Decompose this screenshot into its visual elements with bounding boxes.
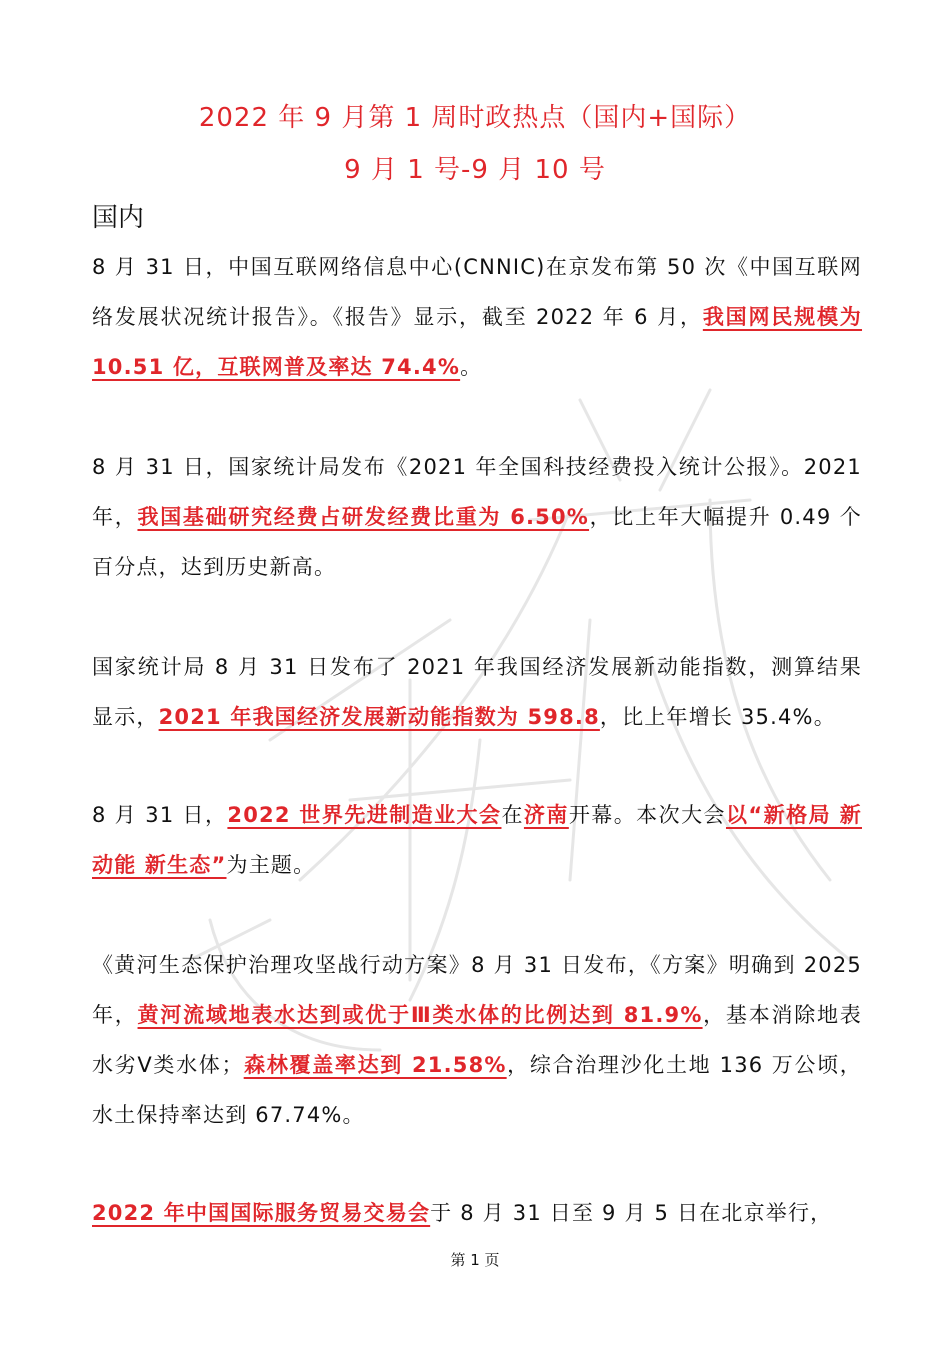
document-title-line2: 9 月 1 号-9 月 10 号 xyxy=(344,155,606,185)
paragraph-text: 为主题。 xyxy=(226,853,316,877)
news-paragraph-3 xyxy=(92,642,862,742)
highlight-text: 济南 xyxy=(523,803,569,827)
paragraph-text: 8 月 31 日，国家统计局发布《2021 年全国科技经费投入统计公报》。2021 年， xyxy=(92,455,862,529)
paragraph-text: 开幕。本次大会 xyxy=(568,803,726,827)
paragraph-text: 《黄河生态保护治理攻坚战行动方案》8 月 31 日发布，《方案》明确到 2025 年， xyxy=(92,953,862,1027)
news-paragraph-6 xyxy=(92,1188,862,1238)
paragraph-text: 8 月 31 日，中国互联网络信息中心(CNNIC)在京发布第 50 次《中国互联网络发展状况统计报告》。《报告》显示，截至 2022 年 6 月， xyxy=(92,255,862,329)
highlight-text: 森林覆盖率达到 21.58% xyxy=(243,1053,507,1077)
document-title-line1: 2022 年 9 月第 1 周时政热点（国内+国际） xyxy=(198,103,752,133)
paragraph-text: 于 8 月 31 日至 9 月 5 日在北京举行， xyxy=(430,1201,833,1225)
paragraph-text: ，综合治理沙化土地 136 万公顷，水土保持率达到 67.74%。 xyxy=(92,1053,862,1127)
paragraph-text: ，比上年大幅提升 0.49 个百分点，达到历史新高。 xyxy=(92,505,862,579)
paragraph-text: 8 月 31 日， xyxy=(92,803,228,827)
news-paragraph-2 xyxy=(92,442,862,592)
news-paragraph-4 xyxy=(92,790,862,890)
paragraph-text: ，比上年增长 35.4%。 xyxy=(599,705,836,729)
paragraph-text: 国家统计局 8 月 31 日发布了 2021 年我国经济发展新动能指数，测算结果显示， xyxy=(92,655,862,729)
highlight-text: 我国网民规模为 10.51 亿，互联网普及率达 74.4% xyxy=(92,305,863,379)
paragraph-text: 在 xyxy=(501,803,524,827)
news-paragraph-1 xyxy=(92,242,862,392)
news-paragraph-5 xyxy=(92,940,862,1140)
paragraph-text: 。 xyxy=(460,355,483,379)
highlight-text: 2022 年中国国际服务贸易交易会 xyxy=(92,1201,431,1225)
highlight-text: 我国基础研究经费占研发经费比重为 6.50% xyxy=(137,505,590,529)
highlight-text: 2021 年我国经济发展新动能指数为 598.8 xyxy=(158,705,600,729)
section-heading-domestic: 国内 xyxy=(92,203,145,233)
highlight-text: 2022 世界先进制造业大会 xyxy=(227,803,502,827)
paragraph-text: ，基本消除地表水劣Ⅴ类水体； xyxy=(92,1003,862,1077)
highlight-text: 以“新格局 新动能 新生态” xyxy=(92,803,862,877)
highlight-text: 黄河流域地表水达到或优于Ⅲ类水体的比例达到 81.9% xyxy=(137,1003,703,1027)
page-number: 第 1 页 xyxy=(450,1251,500,1269)
